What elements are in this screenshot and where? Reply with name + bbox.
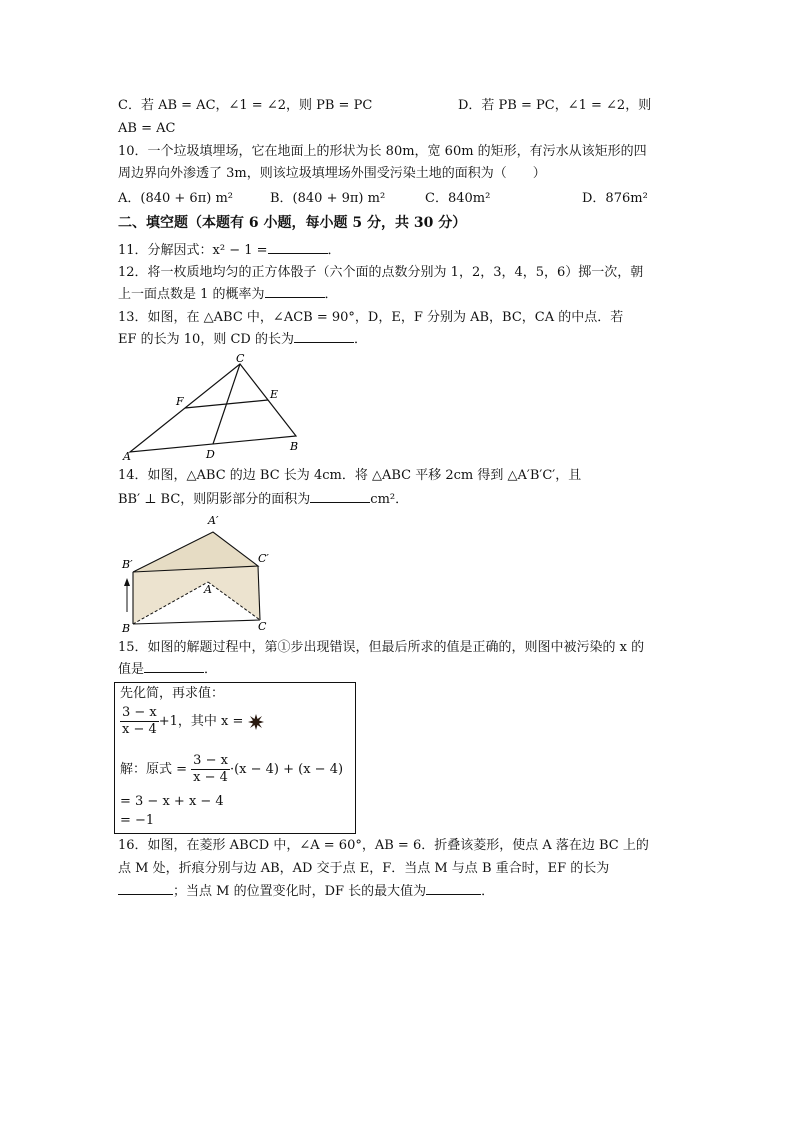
q14-end: cm²． — [370, 492, 409, 507]
q10-option-c: C．840m² — [425, 191, 491, 206]
q16-end: ． — [481, 884, 495, 899]
q15-stem-line1: 15．如图的解题过程中，第①步出现错误，但最后所求的值是正确的，则图中被污染的 x 的 — [118, 640, 645, 655]
q10-option-b: B．(840 + 9π) m² — [270, 191, 386, 206]
q10-stem-line1: 10．一个垃圾填埋场，它在地面上的形状为长 80m，宽 60m 的矩形，有污水从该矩形的四 — [118, 144, 647, 159]
q15-solution-box — [114, 682, 356, 834]
q13-end: ． — [353, 332, 367, 347]
q15-box-solution-tail: ·(x − 4) + (x − 4) — [229, 762, 344, 777]
q13-stem-line2 — [118, 330, 367, 350]
q13-label-b: B — [290, 440, 299, 453]
q10-option-d: D．876m² — [582, 191, 648, 206]
q15-box-step2: = 3 − x + x − 4 — [120, 794, 224, 809]
q14-label-a1: A′ — [208, 514, 219, 527]
q14-label-b: B — [122, 622, 131, 634]
q15-stem-line2 — [118, 660, 217, 680]
q14-text: BB′ ⊥ BC，则阴影部分的面积为 — [118, 492, 311, 507]
q10-option-a: A．(840 + 6π) m² — [118, 191, 233, 206]
q13-label-a: A — [123, 450, 131, 462]
q15-box-fraction-denominator: x − 4 — [122, 722, 157, 737]
q13-label-d: D — [206, 448, 215, 461]
q12-stem-line1: 12．将一枚质地均匀的正方体骰子（六个面的点数分别为 1，2，3，4，5，6）掷一次，朝 — [118, 265, 644, 280]
q13-stem-line1: 13．如图，在 △ABC 中，∠ACB = 90°，D，E，F 分别为 AB，BC，CA 的中点．若 — [118, 310, 624, 325]
q15-box-expression — [120, 705, 264, 738]
q13-segment-cd — [213, 364, 240, 444]
q15-text: 值是 — [118, 662, 145, 677]
section-fill-in-blank-heading: 二、填空题（本题有 6 小题，每小题 5 分，共 30 分） — [118, 215, 467, 231]
q16-stem-line1: 16．如图，在菱形 ABCD 中，∠A = 60°，AB = 6．折叠该菱形，使点 A 落在边 BC 上的 — [118, 838, 649, 853]
q15-box-solution-denominator: x − 4 — [193, 770, 228, 785]
q14-segment-bc — [133, 620, 260, 624]
q14-label-c1: C′ — [258, 552, 269, 565]
q15-box-fraction — [120, 705, 159, 738]
q16-answer-blank-2[interactable] — [426, 882, 481, 895]
q16-stem-line3 — [118, 882, 494, 902]
q14-answer-blank[interactable] — [310, 490, 370, 503]
q13-triangle-figure — [118, 350, 318, 462]
q11-stem — [118, 241, 341, 261]
q16-answer-blank-1[interactable] — [118, 882, 173, 895]
q15-box-expression-tail: +1，其中 x = — [158, 714, 244, 729]
q12-end: ． — [324, 287, 338, 302]
q13-label-f: F — [176, 395, 184, 408]
q14-arrow-head — [124, 578, 130, 586]
q15-box-solution-numerator: 3 − x — [193, 753, 228, 768]
q15-answer-blank[interactable] — [144, 660, 204, 673]
q11-text: 11．分解因式：x² − 1 = — [118, 243, 268, 258]
q15-end: ． — [204, 662, 218, 677]
q14-label-a: A — [204, 583, 212, 596]
q15-box-solution-prefix: 解：原式 = — [120, 762, 188, 777]
q15-box-fraction-numerator: 3 − x — [122, 705, 157, 720]
q11-answer-blank[interactable] — [268, 241, 328, 254]
q9-option-d-continued: AB = AC — [118, 121, 176, 136]
q11-end: ． — [327, 243, 341, 258]
q12-stem-line2 — [118, 285, 338, 305]
q14-triangle-a1b1c1 — [133, 532, 258, 572]
q9-option-d: D．若 PB = PC，∠1 = ∠2，则 — [458, 98, 652, 113]
q14-label-c: C — [258, 620, 267, 633]
q13-label-e: E — [270, 388, 279, 401]
q15-box-solution-line — [120, 753, 343, 786]
q13-triangle-abc — [130, 364, 299, 453]
q13-answer-blank[interactable] — [294, 330, 354, 343]
q14-translation-figure — [118, 512, 278, 634]
q13-label-c: C — [236, 352, 245, 365]
q13-text: EF 的长为 10，则 CD 的长为 — [118, 332, 294, 347]
q15-box-title: 先化简，再求值： — [120, 686, 225, 701]
stain-icon — [248, 714, 264, 730]
q14-stem-line2 — [118, 490, 408, 510]
q14-label-b1: B′ — [122, 558, 133, 571]
q16-text-mid: ；当点 M 的位置变化时，DF 长的最大值为 — [173, 884, 427, 899]
q16-stem-line2: 点 M 处，折痕分别与边 AB，AD 交于点 E，F．当点 M 与点 B 重合时，EF 的长为 — [118, 861, 610, 876]
q14-stem-line1: 14．如图，△ABC 的边 BC 长为 4cm．将 △ABC 平移 2cm 得到 △A′B′C′，且 — [118, 468, 582, 483]
q9-option-c: C．若 AB = AC，∠1 = ∠2，则 PB = PC — [118, 98, 373, 113]
q10-stem-line2: 周边界向外渗透了 3m，则该垃圾填埋场外围受污染土地的面积为（ ） — [118, 166, 546, 181]
q12-answer-blank[interactable] — [265, 285, 325, 298]
q15-box-step3: = −1 — [120, 813, 155, 828]
q12-text: 上一面点数是 1 的概率为 — [118, 287, 265, 302]
q15-box-solution-fraction — [191, 753, 230, 786]
